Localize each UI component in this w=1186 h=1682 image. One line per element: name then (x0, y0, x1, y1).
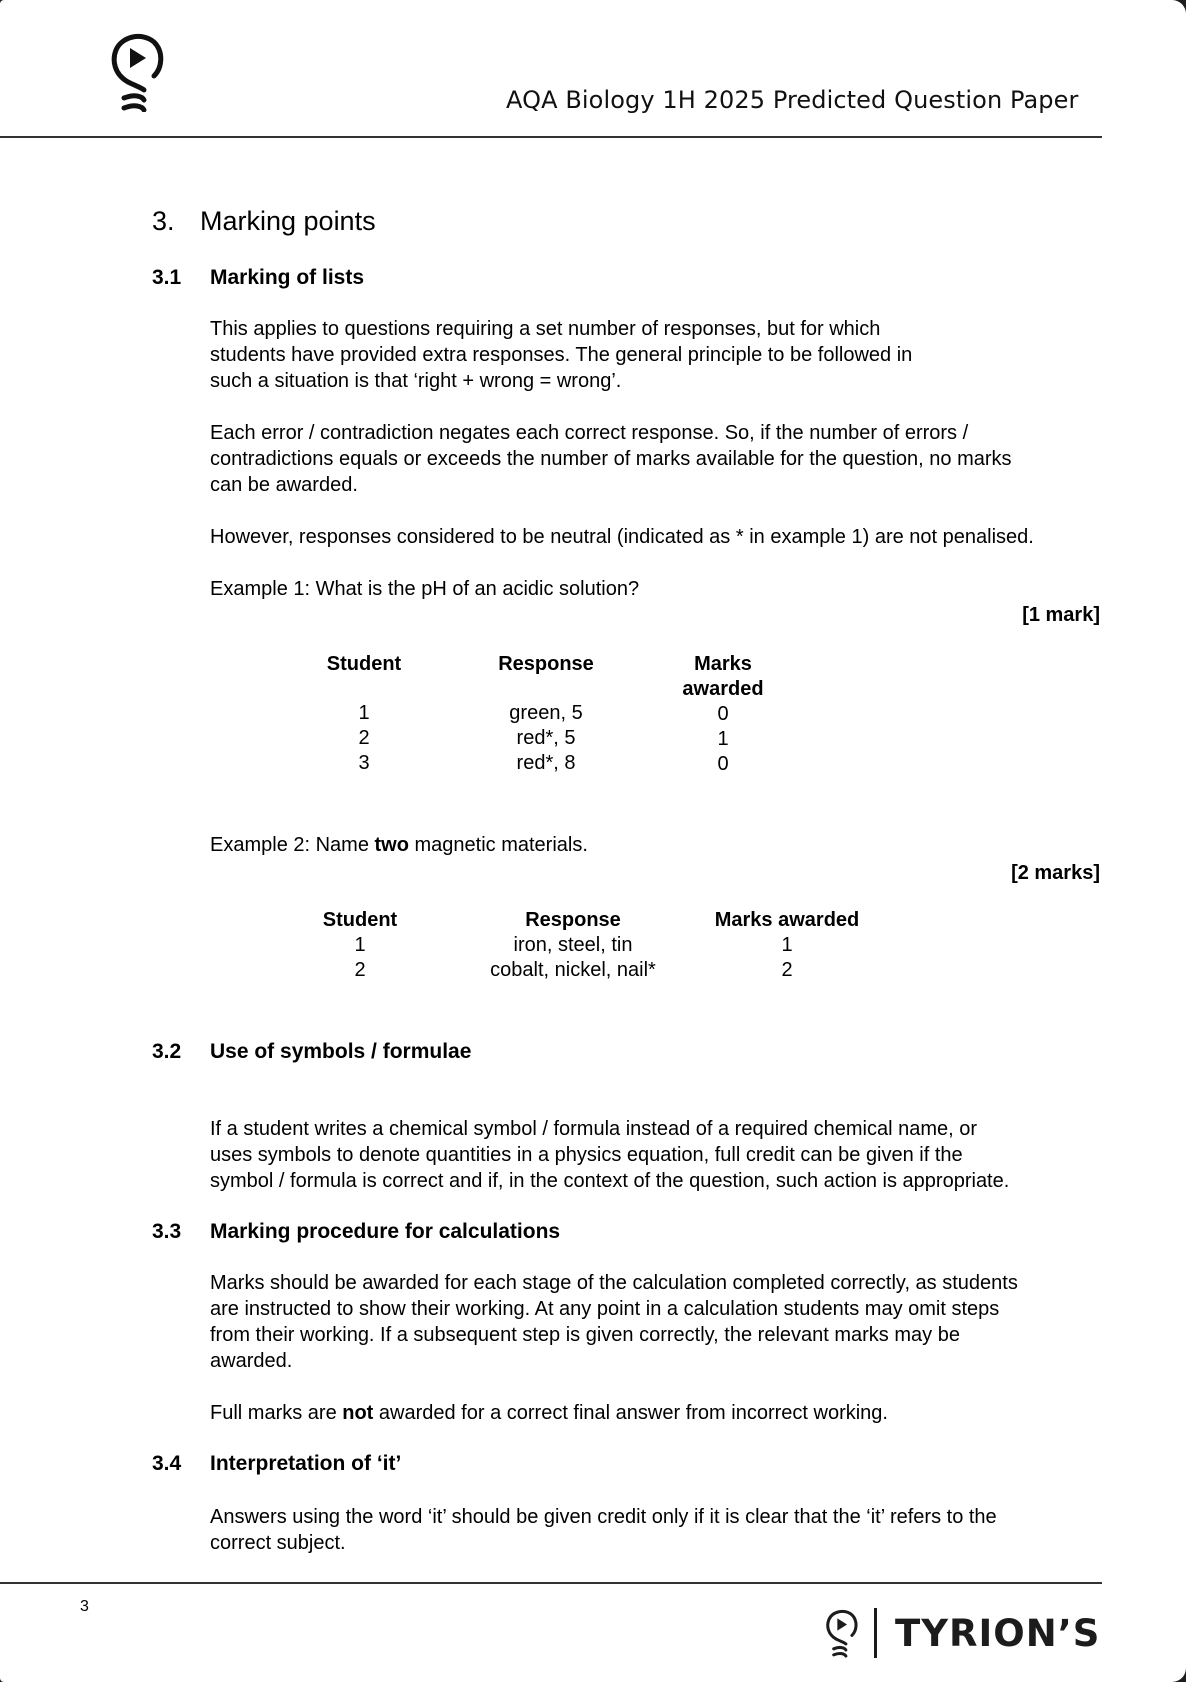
text-span: awarded for a correct final answer from incorrect working. (373, 1402, 888, 1424)
column-marks-awarded (668, 652, 778, 777)
text-line: awarded. (210, 1350, 293, 1372)
subsection-number-3-1: 3.1 (152, 266, 182, 289)
text-line: Marks should be awarded for each stage of the calculation completed correctly, as students (210, 1272, 1018, 1294)
column-header: Response (525, 909, 621, 931)
subsection-number-3-4: 3.4 (152, 1452, 182, 1475)
column-header: awarded (682, 678, 764, 700)
text-line: Each error / contradiction negates each correct response. So, if the number of errors / (210, 422, 969, 444)
table-cell: 3 (358, 752, 370, 774)
table-cell: 2 (781, 959, 793, 981)
table-cell: 1 (358, 702, 370, 724)
text-line: can be awarded. (210, 474, 358, 496)
text-line: contradictions equals or exceeds the number of marks available for the question, no marks (210, 448, 1012, 470)
column-header: Response (498, 653, 594, 675)
column-marks-awarded (700, 908, 874, 983)
paragraph-interpretation (210, 1504, 997, 1556)
table-cell: 1 (781, 934, 793, 956)
example-2-marks: [2 marks] (1011, 862, 1100, 884)
section-number: 3. (152, 206, 175, 236)
text-line: correct subject. (210, 1532, 346, 1554)
table-cell: red*, 5 (516, 727, 576, 749)
example-1-marks: [1 mark] (1022, 604, 1100, 626)
paragraph-lists-principle (210, 316, 912, 394)
subsection-title-3-3: Marking procedure for calculations (210, 1220, 561, 1243)
table-cell: 0 (717, 703, 729, 725)
subsection-number-3-2: 3.2 (152, 1040, 182, 1063)
lightbulb-play-icon (824, 1606, 858, 1660)
table-cell: 0 (717, 753, 729, 775)
text-line: If a student writes a chemical symbol / formula instead of a required chemical name, or (210, 1118, 978, 1140)
column-header: Student (326, 653, 402, 675)
paragraph-full-marks (210, 1400, 888, 1426)
table-cell: red*, 8 (516, 752, 576, 774)
table-cell: green, 5 (509, 702, 583, 724)
table-cell: iron, steel, tin (513, 934, 633, 956)
section-title: Marking points (200, 206, 376, 236)
example-1-question: Example 1: What is the pH of an acidic solution? (210, 578, 640, 600)
brand-name: TYRION’S (895, 1611, 1101, 1655)
table-cell: 2 (358, 727, 370, 749)
column-response (476, 652, 616, 776)
paragraph-calculations (210, 1270, 1018, 1374)
text-line: uses symbols to denote quantities in a physics equation, full credit can be given if the (210, 1144, 963, 1166)
column-header: Student (322, 909, 398, 931)
text-span: magnetic materials. (408, 834, 588, 856)
emphasis-text: not (342, 1402, 374, 1424)
brand-logo (824, 1606, 1100, 1660)
document-header-title: AQA Biology 1H 2025 Predicted Question Paper (506, 86, 1079, 114)
paragraph-symbols (210, 1116, 1009, 1194)
text-line: from their working. If a subsequent step is given correctly, the relevant marks may be (210, 1324, 960, 1346)
text-line: students have provided extra responses. The general principle to be followed in (210, 344, 913, 366)
text-span: Example 2: Name (210, 834, 375, 856)
table-cell: 1 (354, 934, 366, 956)
emphasis-text: two (374, 834, 409, 856)
brand-separator (874, 1608, 877, 1658)
column-header: Marks (694, 653, 752, 675)
text-line: Answers using the word ‘it’ should be given credit only if it is clear that the ‘it’ refers to the (210, 1506, 997, 1528)
column-response (470, 908, 676, 983)
page-number: 3 (80, 1598, 89, 1615)
table-cell: 1 (717, 728, 729, 750)
lightbulb-play-icon (108, 32, 164, 112)
text-line: This applies to questions requiring a set number of responses, but for which (210, 318, 881, 340)
column-student (310, 908, 410, 983)
paragraph-errors (210, 420, 1012, 498)
table-cell: cobalt, nickel, nail* (490, 959, 656, 981)
text-line: are instructed to show their working. At any point in a calculation students may omit steps (210, 1298, 1000, 1320)
footer-divider (0, 1582, 1102, 1584)
table-cell: 2 (354, 959, 366, 981)
example-2-question (210, 832, 588, 858)
column-header: Marks awarded (714, 909, 860, 931)
subsection-number-3-3: 3.3 (152, 1220, 182, 1243)
text-line: such a situation is that ‘right + wrong = wrong’. (210, 370, 622, 392)
text-line: symbol / formula is correct and if, in the context of the question, such action is appropriate. (210, 1170, 1010, 1192)
column-student (314, 652, 414, 776)
paragraph-neutral: However, responses considered to be neutral (indicated as * in example 1) are not penalised. (210, 526, 1034, 548)
subsection-title-3-4: Interpretation of ‘it’ (210, 1452, 402, 1475)
text-span: Full marks are (210, 1402, 343, 1424)
subsection-title-3-1: Marking of lists (210, 266, 365, 289)
header-divider (0, 136, 1102, 138)
subsection-title-3-2: Use of symbols / formulae (210, 1040, 472, 1063)
